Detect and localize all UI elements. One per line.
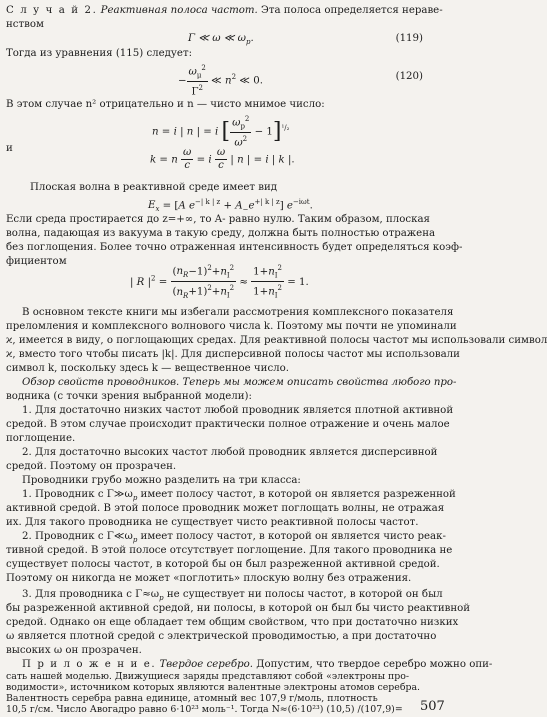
text-line: средой. Поэтому он прозрачен. xyxy=(6,461,177,472)
text-line: 2. Для достаточно высоких частот любой проводник является дисперсивной xyxy=(22,447,438,458)
text-line: нством xyxy=(6,19,44,30)
text-line: поглощение. xyxy=(6,433,76,444)
text-line: ω является плотной средой с электрической проводимостью, а при достаточно xyxy=(6,631,437,642)
text-line: бы разреженной активной средой, ни полосы, в которой он был бы чисто реактивной xyxy=(6,603,471,614)
text-line: волна, падающая из вакуума в такую среду, должна быть полностью отражена xyxy=(6,228,436,239)
page-number: 507 xyxy=(420,699,445,714)
equation-number: (120) xyxy=(395,71,423,82)
text-line: сать нашей моделью. Движущиеся заряды представляют собой «электроны про- xyxy=(6,671,410,682)
case-2-heading-line xyxy=(6,4,443,17)
text-line: существует полосы частот, в которой бы он был разреженной активной средой. xyxy=(6,559,440,570)
text-line: активной средой. В этой полосе проводник может поглощать волны, не отражая xyxy=(6,503,445,514)
equation-reflection: | R $|^2$ = $\frac{(n_R-1)^2+n_I^2}{(n_R+1)^2+n_I^2}$ ≈ $\frac{1+n_I^2}{1+n_I^2}$ = 1. xyxy=(130,264,309,300)
text-line: 3. Для проводника с $\Gamma\approx\omega_p$ не существует ни полосы частот, в которой он был xyxy=(22,589,443,603)
case-title: Реактивная полоса частот. xyxy=(100,5,258,16)
text-line: водника (с точки зрения выбранной модели): xyxy=(6,391,252,402)
text-line: 2. Проводник с $\Gamma≪\omega_p$ имеет полосу частот, в которой он является чисто реак- xyxy=(22,531,446,545)
text-line: символ k, поскольку здесь k — вещественное число. xyxy=(6,363,290,374)
text-line: их. Для такого проводника не существует чисто реактивной полосы частот. xyxy=(6,517,419,528)
text-line: Эта полоса определяется нераве- xyxy=(261,5,443,16)
text-line: фициентом xyxy=(6,256,67,267)
text-line: 10,5 г/см. Число Авогадро равно 6·10²³ моль⁻¹. Тогда N≈(6·10²³) (10,5) /(107,9)= xyxy=(6,704,403,715)
text-line: тивной средой. В этой полосе отсутствует поглощение. Для такого проводника не xyxy=(6,545,453,556)
text-line: ϰ, имеется в виду, о поглощающих средах. Для реактивной полосы частот мы использовали символ xyxy=(6,335,547,346)
text-line: высоких ω он прозрачен. xyxy=(6,645,142,656)
text-line: без поглощения. Более точно отраженная интенсивность будет определяться коэф- xyxy=(6,242,463,253)
equation-120: − $\frac{\omega_\mu^2}{\Gamma^2}$ ≪ $n^2$ ≪ 0. xyxy=(178,64,263,98)
case-label: С л у ч а й 2. xyxy=(6,5,98,16)
text-line: П р и л о ж е н и е. Твердое серебро. Допустим, что твердое серебро можно опи- xyxy=(22,659,493,670)
text-line: 1. Проводник с $\Gamma≫\omega_p$ имеет полосу частот, в которой он является разреженной xyxy=(22,489,456,503)
text-line: Проводники грубо можно разделить на три класса: xyxy=(22,475,301,486)
equation-k: k = n $\frac{\omega}{c}$ = i $\frac{\omega}{c}$ | n | = i | k |. xyxy=(150,147,295,171)
text-line: средой. Однако он еще обладает тем общим свойством, что при достаточно низких xyxy=(6,617,459,628)
equation-n-imaginary: n = i | n | = i [ $\frac{\omega_p^2}{\omega^2}$ − 1]$^{^1/_2}$ xyxy=(152,115,290,149)
text-line: Тогда из уравнения (115) следует: xyxy=(6,48,193,59)
text-line: Если среда простирается до z=+∞, то A- равно нулю. Таким образом, плоская xyxy=(6,214,430,225)
text-line: 1. Для достаточно низких частот любой проводник является плотной активной xyxy=(22,405,454,416)
text-line: Валентность серебра равна единице, атомный вес 107,9 г/моль, плотность xyxy=(6,693,378,704)
text-line: Плоская волна в реактивной среде имеет вид xyxy=(30,182,278,193)
text-line: средой. В этом случае происходит практически полное отражение и очень малое xyxy=(6,419,450,430)
text-line: Поэтому он никогда не может «поглотить» плоскую волну без отражения. xyxy=(6,573,412,584)
text-line: ϰ, вместо того чтобы писать |k|. Для дисперсивной полосы частот мы использовали xyxy=(6,349,460,360)
text-line: преломления и комплексного волнового числа k. Поэтому мы почти не упоминали xyxy=(6,321,457,332)
text-line: В основном тексте книги мы избегали рассмотрения комплексного показателя xyxy=(22,307,454,318)
text-line: Обзор свойств проводников. Теперь мы можем описать свойства любого про- xyxy=(22,377,457,388)
equation-plane-wave: $E_x = [A$ $e^{-| k | z} + A_-e^{+| k | z}$] $e^{-i\omega t}$. xyxy=(148,198,313,214)
equation-number: (119) xyxy=(395,33,423,44)
text-line: водимости», источником которых являются валентные электроны атомов серебра. xyxy=(6,682,421,693)
equation-119: Γ ≪ ω ≪ $\omega_p$. xyxy=(188,33,254,47)
text-line: и xyxy=(6,143,13,154)
text-line: В этом случае n² отрицательно и n — чисто мнимое число: xyxy=(6,99,325,110)
